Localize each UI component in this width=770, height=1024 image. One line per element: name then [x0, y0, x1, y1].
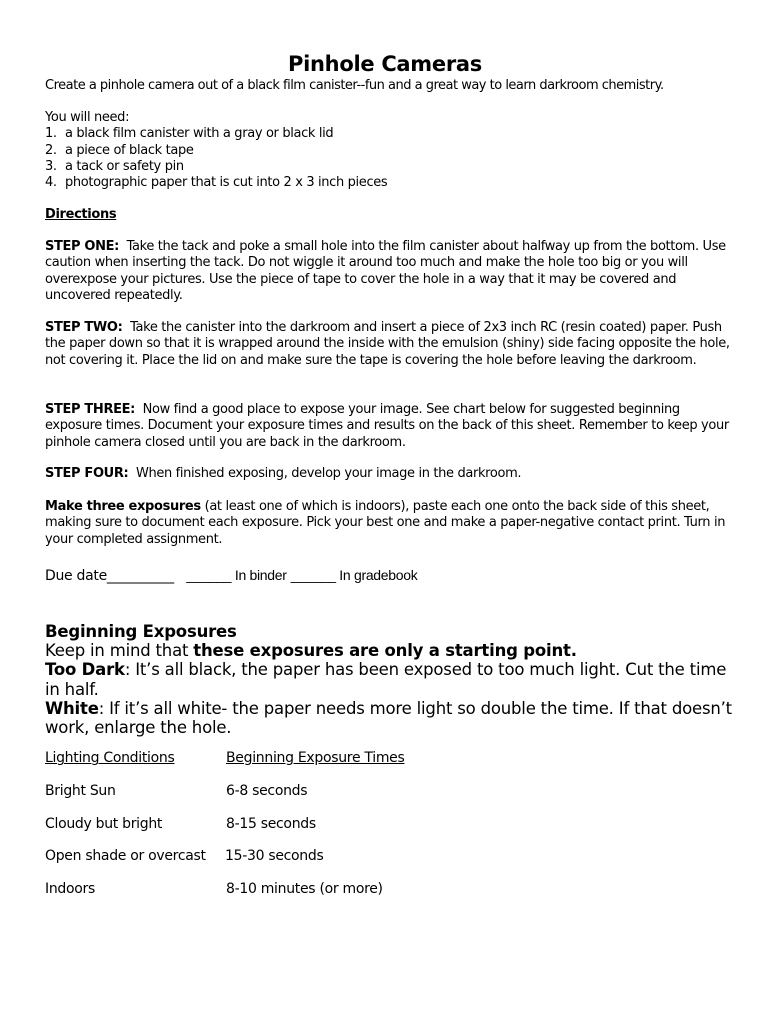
intro-text: Create a pinhole camera out of a black film canister--fun and a great way to learn darkroom chemistry. [45, 78, 664, 93]
table-cell: 15-30 seconds [225, 848, 324, 864]
table-cell: 8-10 minutes (or more) [226, 881, 383, 897]
due-date-label: Due date__________ [45, 568, 174, 584]
list-item: 3. a tack or safety pin [45, 158, 184, 174]
table-cell: Indoors [45, 881, 95, 897]
page-title: Pinhole Cameras [288, 52, 482, 76]
table-cell: Bright Sun [45, 783, 116, 799]
step-label: STEP THREE: [45, 402, 136, 417]
step-label: STEP FOUR: [45, 466, 129, 481]
gradebook-label: ______ In gradebook [290, 567, 418, 583]
step-four [45, 466, 735, 482]
table-cell: Cloudy but bright [45, 816, 163, 832]
white-text: White: If it’s all white- the paper needs more light so double the time. If that doesn’t work, enlarge the hole. [45, 698, 732, 738]
step-text: Now find a good place to expose your image. See chart below for suggested beginning exposure times. Document your exposure times and results on the back of this sheet. Remember to keep your pinhole camera closed until you are back in the darkroom. [45, 402, 729, 450]
step-label: STEP ONE: [45, 239, 120, 254]
step-two [45, 320, 735, 369]
step-label: STEP TWO: [45, 320, 123, 335]
due-line [45, 567, 735, 584]
make-label: Make three exposures [45, 499, 201, 514]
step-text: When finished exposing, develop your image in the darkroom. [135, 466, 522, 481]
directions-heading: Directions [45, 207, 117, 222]
list-item: 2. a piece of black tape [45, 142, 194, 158]
make-exposures-text [45, 499, 735, 548]
table-cell: Open shade or overcast [45, 848, 206, 864]
make-body: (at least one of which is indoors), paste each one onto the back side of this sheet, making sure to document each exposure. Pick your best one and make a paper-negative contact print. Turn in your completed assignment. [45, 499, 726, 547]
column-header: Lighting Conditions [45, 750, 175, 766]
step-one [45, 239, 735, 304]
column-header: Beginning Exposure Times [226, 750, 405, 766]
table-cell: 6-8 seconds [226, 783, 308, 799]
step-text: Take the tack and poke a small hole into the film canister about halfway up from the bottom. Use caution when inserting the tack. Do not wiggle it around too much and make the hole too big or you will overexpose your pictures. Use the piece of tape to cover the hole in a way that it may be covered and uncovered repeatedly. [45, 239, 726, 303]
materials-label: You will need: [45, 110, 130, 125]
step-three [45, 402, 735, 451]
materials-list [45, 110, 735, 191]
list-item: 1. a black film canister with a gray or black lid [45, 126, 334, 142]
step-text: Take the canister into the darkroom and insert a piece of 2x3 inch RC (resin coated) paper. Push the paper down so that it is wrapped around the inside with the emulsion (shiny) side facing opposite the hole, not covering it. Place the lid on and make sure the tape is covering the hole before leaving the darkroom. [45, 320, 730, 368]
beginning-exposures-section [45, 622, 735, 737]
section-heading: Beginning Exposures [45, 622, 237, 641]
list-item: 4. photographic paper that is cut into 2 x 3 inch pieces [45, 175, 388, 191]
too-dark-text: Too Dark: It’s all black, the paper has been exposed to too much light. Cut the time in half. [45, 660, 727, 699]
table-cell: 8-15 seconds [226, 816, 316, 832]
binder-label: ______ In binder [186, 567, 287, 583]
keep-in-mind-text: Keep in mind that these exposures are only a starting point. [45, 641, 577, 661]
